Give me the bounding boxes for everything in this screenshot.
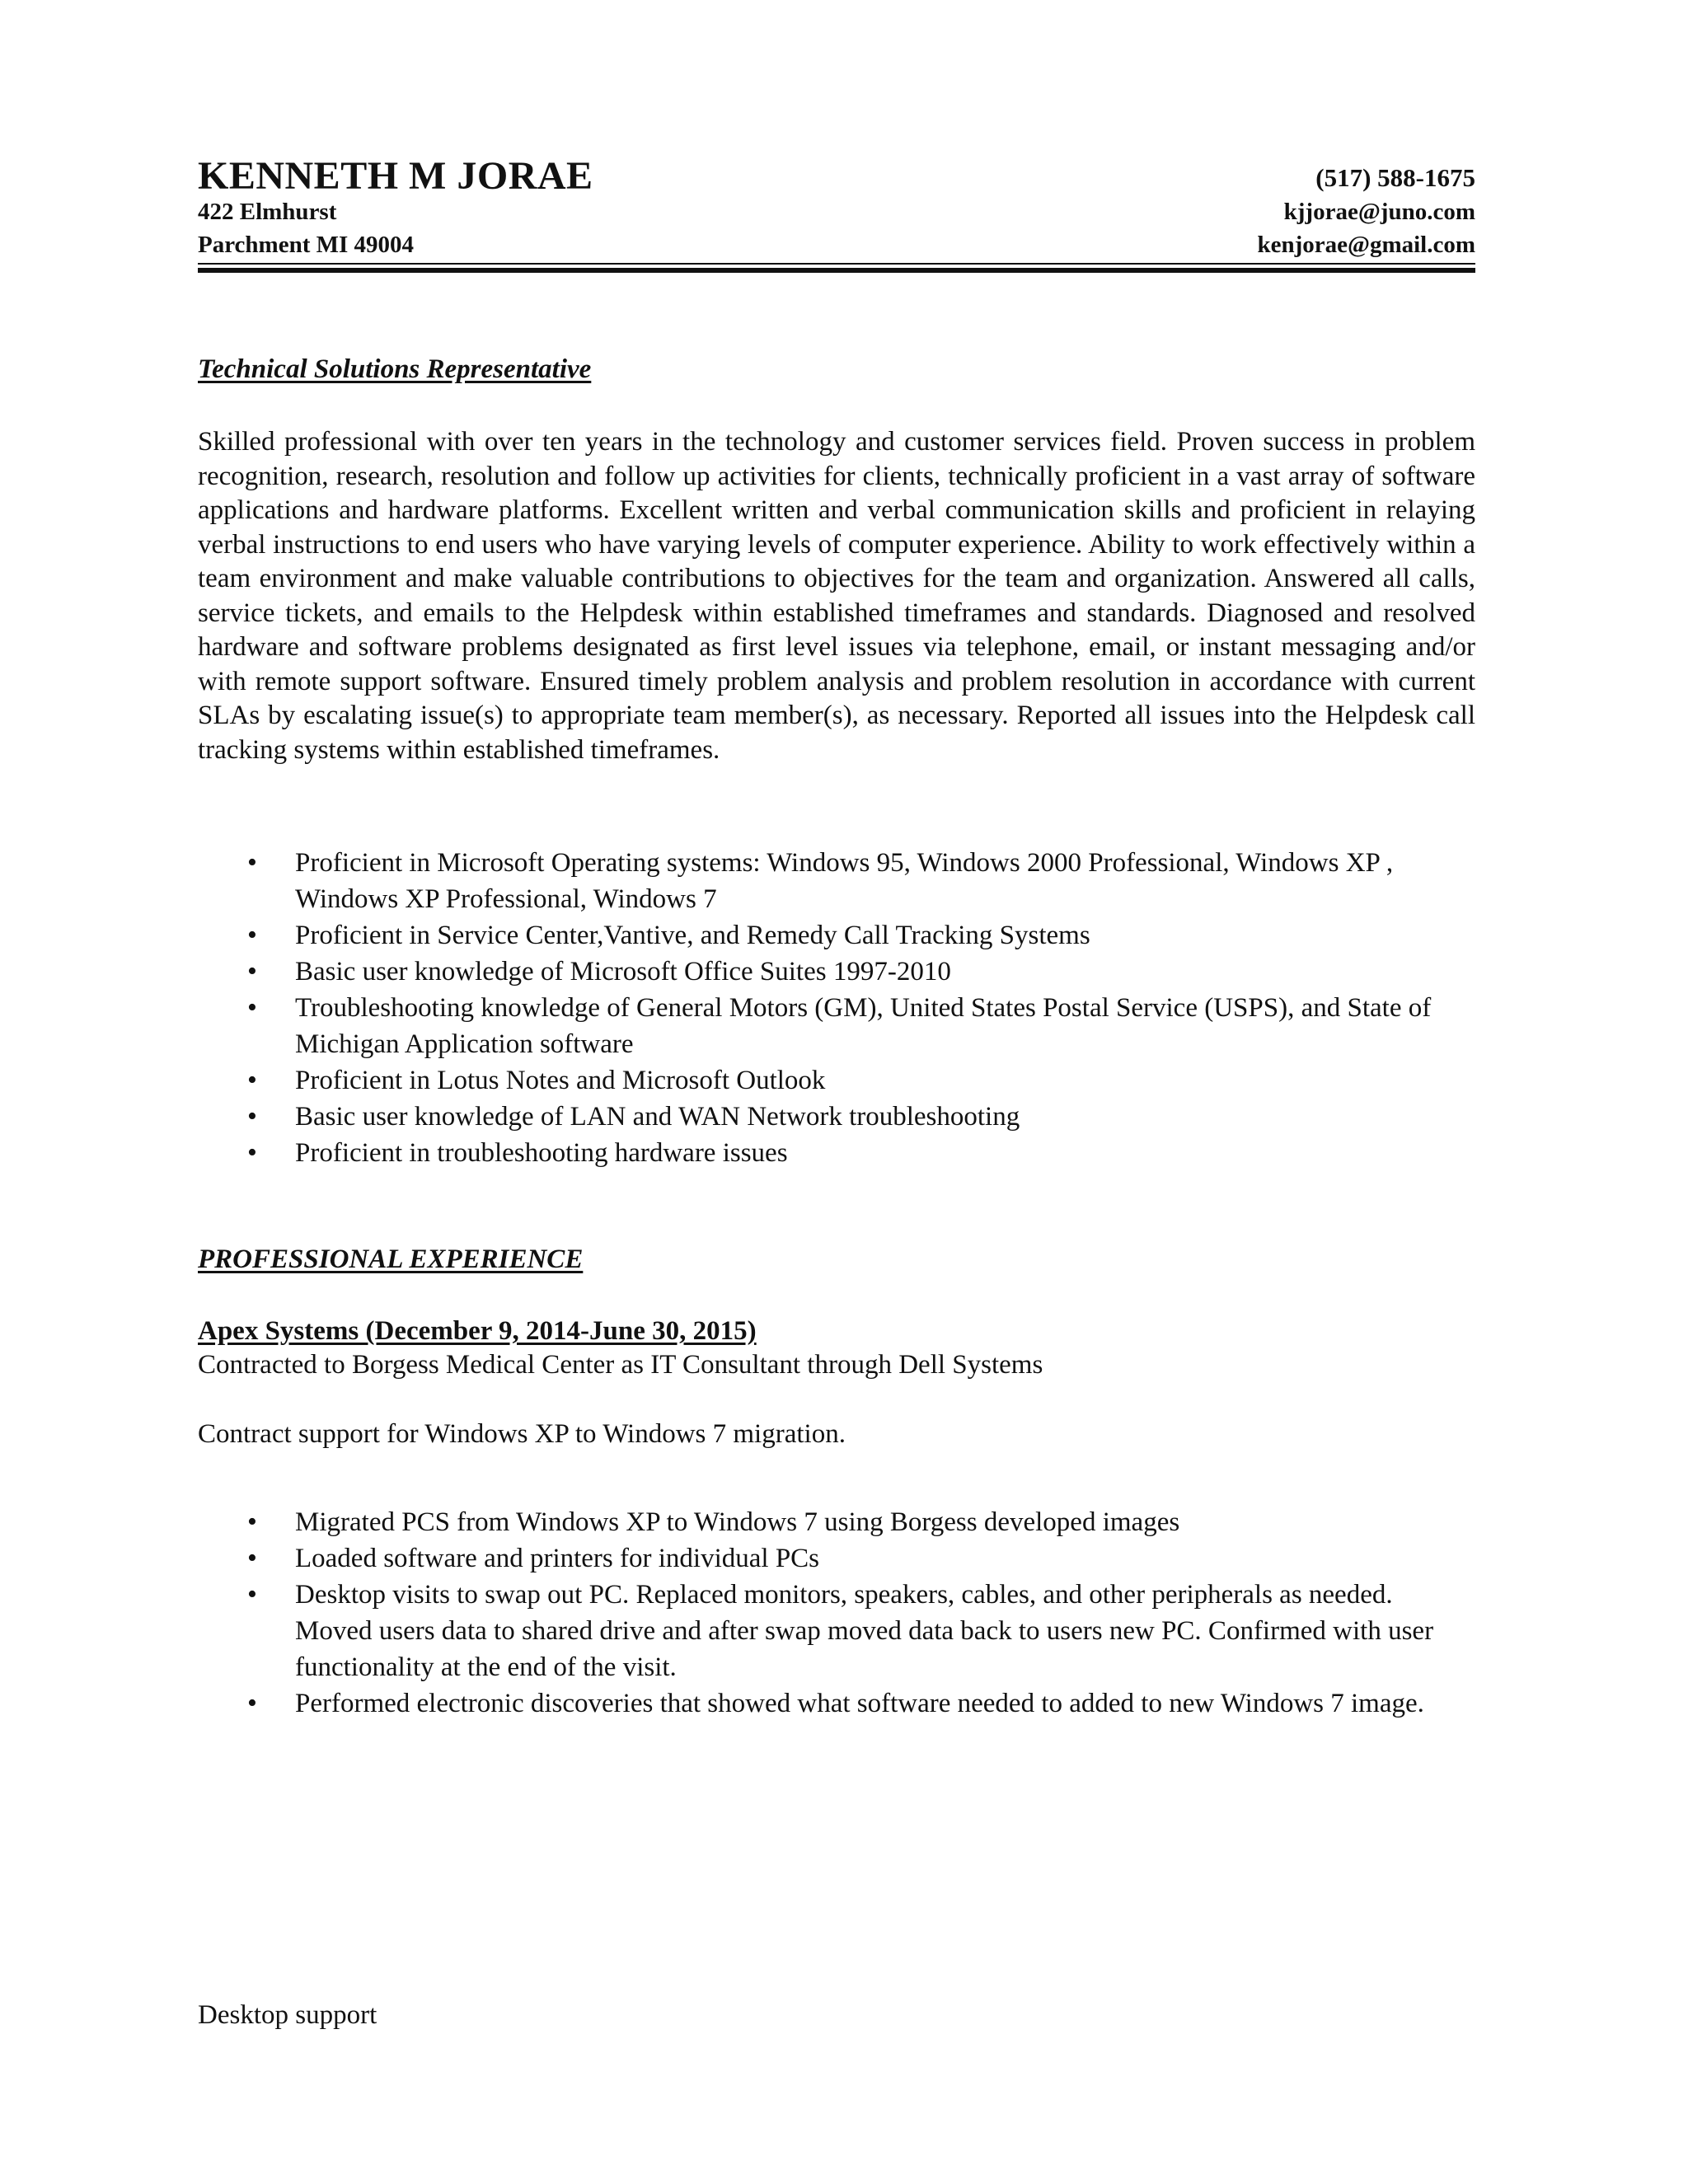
address-city: Parchment MI 49004 [198,232,415,258]
job-description: Contract support for Windows XP to Windows 7 migration. [198,1419,846,1449]
list-item: • Proficient in Lotus Notes and Microsoft Outlook [198,1062,1475,1099]
list-item: • Proficient in Service Center,Vantive, and Remedy Call Tracking Systems [198,917,1475,954]
list-item: • Troubleshooting knowledge of General Motors (GM), United States Postal Service (USPS), and State of Michigan Application software [198,990,1475,1062]
footer-text: Desktop support [198,2000,377,2030]
summary-paragraph: Skilled professional with over ten years in the technology and customer services field. Proven success in problem recognition, research, resolution and follow up activities for clients, technically proficient in a vast array of software applications and hardware platforms. Excellent written and verbal communication skills and proficient in relaying verbal instructions to end users who have varying levels of computer experience. Ability to work effectively within a team environment and make valuable contributions to objectives for the team and organization. Answered all calls, service tickets, and emails to the Helpdesk within established timeframes and standards. Diagnosed and resolved hardware and software problems designated as first level issues via telephone, email, or instant messaging and/or with remote support software. Ensured timely problem analysis and problem resolution in accordance with current SLAs by escalating issue(s) to appropriate team member(s), as necessary. Reported all issues into the Helpdesk call tracking systems within established timeframes. [198,427,1475,765]
address-street: 422 Elmhurst [198,199,337,225]
list-item: • Proficient in troubleshooting hardware issues [198,1135,1475,1171]
email-secondary: kenjorae@gmail.com [1257,232,1475,258]
job-duties-list [198,1504,1475,1722]
job-subtitle: Contracted to Borgess Medical Center as IT Consultant through Dell Systems [198,1350,1043,1380]
header-divider-thick [198,268,1475,273]
job-title: Apex Systems (December 9, 2014-June 30, 2015) [198,1316,757,1346]
skills-list [198,845,1475,1171]
objective-title: Technical Solutions Representative [198,354,592,384]
header-divider-thin [198,263,1475,265]
list-item: • Loaded software and printers for individual PCs [198,1540,1475,1577]
list-item: • Basic user knowledge of Microsoft Office Suites 1997-2010 [198,954,1475,990]
list-item: • Migrated PCS from Windows XP to Windows 7 using Borgess developed images [198,1504,1475,1540]
list-item: • Desktop visits to swap out PC. Replaced monitors, speakers, cables, and other peripherals as needed. Moved users data to shared drive and after swap moved data back to users new PC. Confirmed with user functionality at the end of the visit. [198,1577,1475,1685]
email-primary: kjjorae@juno.com [1283,199,1475,225]
list-item: • Performed electronic discoveries that showed what software needed to added to new Windows 7 image. [198,1685,1475,1722]
list-item: • Proficient in Microsoft Operating systems: Windows 95, Windows 2000 Professional, Windows XP , Windows XP Professional, Windows 7 [198,845,1475,917]
phone-number: (517) 588-1675 [1315,163,1475,192]
list-item: • Basic user knowledge of LAN and WAN Network troubleshooting [198,1099,1475,1135]
candidate-name: KENNETH M JORAE [198,154,593,198]
experience-title: PROFESSIONAL EXPERIENCE [198,1244,584,1274]
